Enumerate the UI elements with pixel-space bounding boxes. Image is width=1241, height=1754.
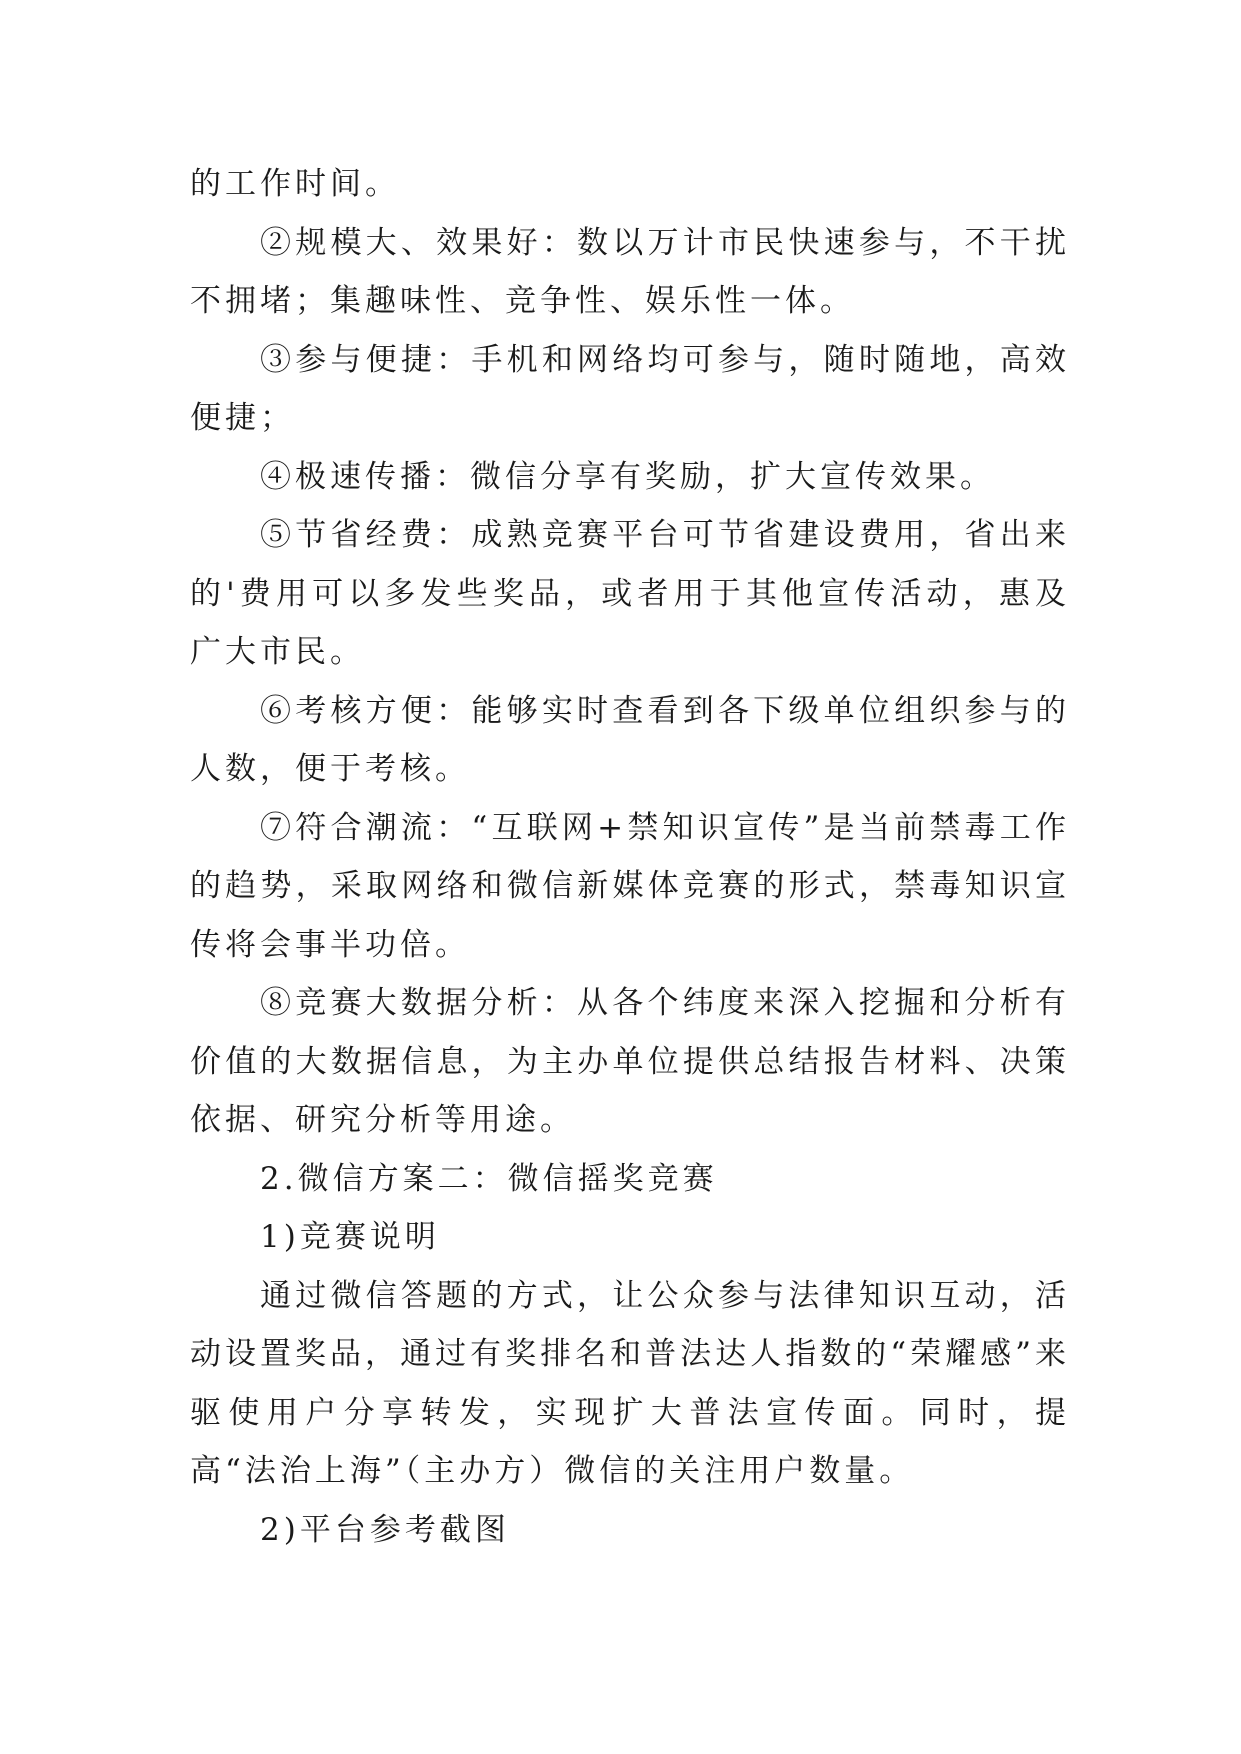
subsection-heading-1: 1)竞赛说明 (260, 1219, 440, 1255)
document-body (190, 155, 1070, 1559)
paragraph-item-8: ⑧竞赛大数据分析：从各个纬度来深入挖掘和分析有价值的大数据信息，为主办单位提供总结报告材料、决策依据、研究分析等用途。 (190, 985, 1070, 1138)
paragraph-item-5: ⑤节省经费：成熟竞赛平台可节省建设费用，省出来的'费用可以多发些奖品，或者用于其他宣传活动，惠及广大市民。 (190, 517, 1070, 670)
paragraph-item-3: ③参与便捷：手机和网络均可参与，随时随地，高效便捷； (190, 341, 1070, 436)
paragraph-item-2: ②规模大、效果好：数以万计市民快速参与，不干扰不拥堵；集趣味性、竞争性、娱乐性一体。 (190, 224, 1070, 319)
paragraph-item-7: ⑦符合潮流：“互联网+禁知识宣传”是当前禁毒工作的趋势，采取网络和微信新媒体竞赛的形式，禁毒知识宣传将会事半功倍。 (190, 809, 1070, 963)
paragraph-continuation: 的工作时间。 (190, 166, 400, 202)
paragraph-item-6: ⑥考核方便：能够实时查看到各下级单位组织参与的人数，便于考核。 (190, 692, 1070, 787)
section-heading: 2.微信方案二：微信摇奖竞赛 (260, 1160, 718, 1197)
paragraph-item-4: ④极速传播：微信分享有奖励，扩大宣传效果。 (260, 458, 995, 495)
paragraph-description: 通过微信答题的方式，让公众参与法律知识互动，活动设置奖品，通过有奖排名和普法达人指数的“荣耀感”来驱使用户分享转发，实现扩大普法宣传面。同时，提高“法治上海”（主办方）微信的关注用户数量。 (190, 1277, 1070, 1489)
subsection-heading-2: 2)平台参考截图 (260, 1511, 510, 1548)
